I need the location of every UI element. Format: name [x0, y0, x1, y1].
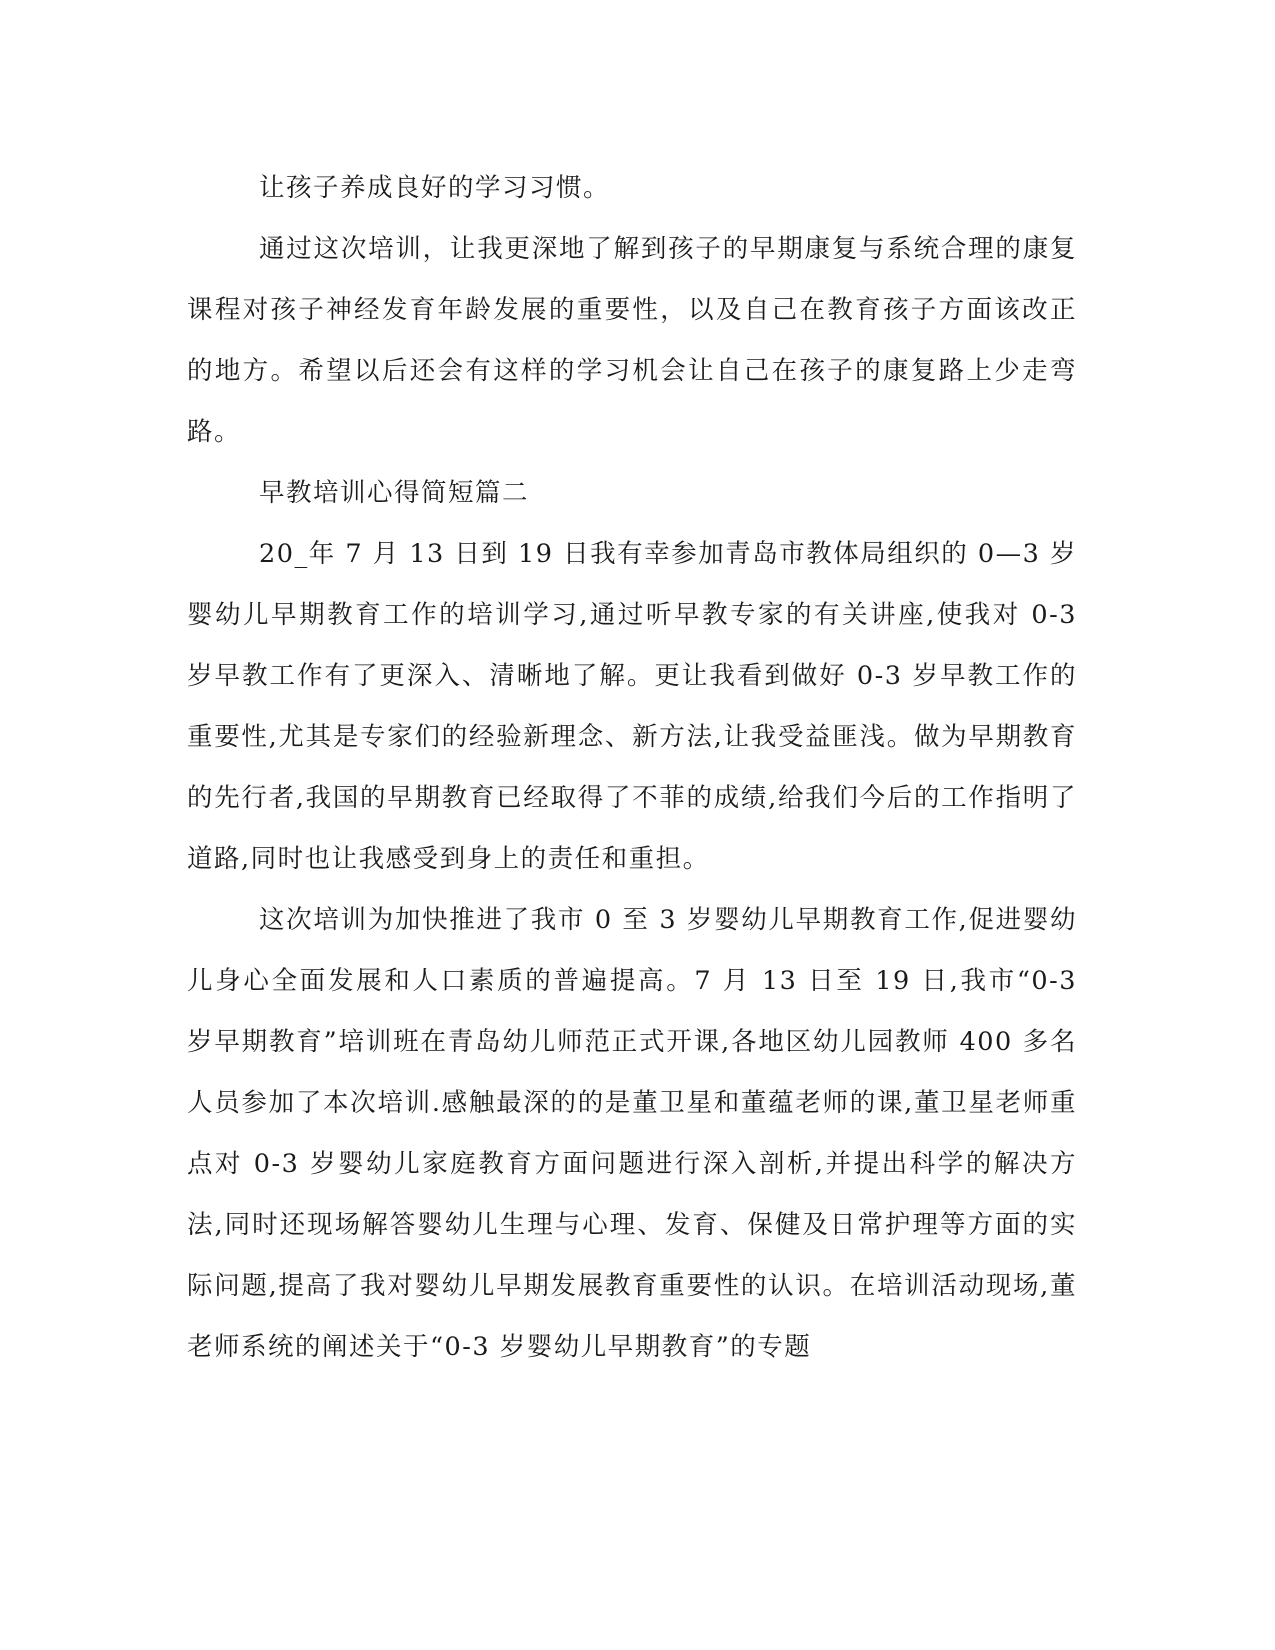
paragraph-training-intro: 20_年 7 月 13 日到 19 日我有幸参加青岛市教体局组织的 0—3 岁婴幼儿早期教育工作的培训学习,通过听早教专家的有关讲座,使我对 0-3 岁早教工作有了更深入、清晰地了解。更让我看到做好 0-3 岁早教工作的重要性,尤其是专家们的经验新理念、新方法,让我受益匪浅。做为早期教育的先行者,我国的早期教育已经取得了不菲的成绩,给我们今后的工作指明了道路,同时也让我感受到身上的责任和重担。: [187, 539, 1077, 874]
paragraph-training-details: 这次培训为加快推进了我市 0 至 3 岁婴幼儿早期教育工作,促进婴幼儿身心全面发展和人口素质的普遍提高。7 月 13 日至 19 日,我市“0-3 岁早期教育”培训班在青岛幼儿师范正式开课,各地区幼儿园教师 400 多名人员参加了本次培训.感触最深的的是董卫星和董蕴老师的课,董卫星老师重点对 0-3 岁婴幼儿家庭教育方面问题进行深入剖析,并提出科学的解决方法,同时还现场解答婴幼儿生理与心理、发育、保健及日常护理等方面的实际问题,提高了我对婴幼儿早期发展教育重要性的认识。在培训活动现场,董老师系统的阐述关于“0-3 岁婴幼儿早期教育”的专题: [187, 905, 1077, 1362]
body-text: [187, 158, 1077, 1378]
paragraph-habit-conclusion: 让孩子养成良好的学习习惯。: [259, 173, 611, 203]
section-heading: 早教培训心得简短篇二: [259, 478, 530, 508]
paragraph-training-reflection: 通过这次培训，让我更深地了解到孩子的早期康复与系统合理的康复课程对孩子神经发育年龄发展的重要性，以及自己在教育孩子方面该改正的地方。希望以后还会有这样的学习机会让自己在孩子的康复路上少走弯路。: [187, 234, 1077, 447]
